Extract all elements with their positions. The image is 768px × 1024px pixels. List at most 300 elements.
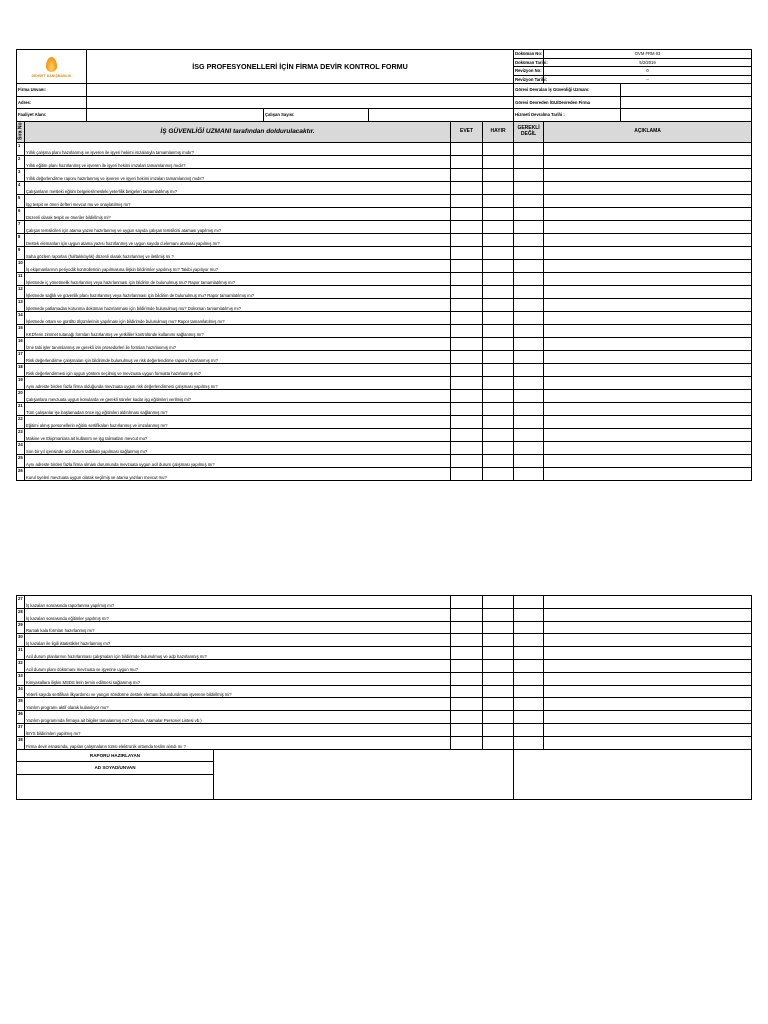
aciklama-field[interactable] [544, 376, 752, 389]
evet-checkbox[interactable] [451, 634, 483, 647]
gerekli-degil-checkbox[interactable] [514, 596, 544, 609]
checklist-row [17, 363, 752, 376]
meta-value: -- [544, 75, 752, 84]
aciklama-field[interactable] [544, 194, 752, 207]
checklist-row [17, 207, 752, 220]
checklist-row [17, 454, 752, 467]
meta-value: OVM FRM 03 [544, 50, 752, 59]
item-number: 38 [17, 736, 25, 749]
evet-checkbox[interactable] [451, 647, 483, 660]
item-question: İşletmede ortam ve gürültü ölçümlerinin yapılması için bildirimde bulunulmuş mu? Rapor tamamlatılmış mı? [25, 311, 451, 324]
item-number: 8 [17, 233, 25, 246]
aciklama-field[interactable] [544, 298, 752, 311]
evet-checkbox[interactable] [451, 723, 483, 736]
evet-checkbox[interactable] [451, 350, 483, 363]
hayir-checkbox[interactable] [483, 402, 514, 415]
checklist-row [17, 736, 752, 749]
evet-checkbox[interactable] [451, 376, 483, 389]
gorevi-devralan-label: Görevi Devralan İş Güvenliği Uzmanı: [514, 84, 621, 97]
hayir-checkbox[interactable] [483, 736, 514, 749]
evet-checkbox[interactable] [451, 428, 483, 441]
item-question: İşg tespit ve öneri defteri mevcut mu ve onaylatılmış mı? [25, 194, 451, 207]
hayir-checkbox[interactable] [483, 259, 514, 272]
evet-checkbox[interactable] [451, 389, 483, 402]
gerekli-degil-checkbox[interactable] [514, 621, 544, 634]
hayir-checkbox[interactable] [483, 711, 514, 724]
hayir-checkbox[interactable] [483, 168, 514, 181]
checklist-row [17, 415, 752, 428]
gerekli-degil-checkbox[interactable] [514, 246, 544, 259]
checklist-row [17, 155, 752, 168]
aciklama-field[interactable] [544, 698, 752, 711]
gerekli-degil-checkbox[interactable] [514, 698, 544, 711]
signature-area-right[interactable] [514, 749, 752, 799]
hayir-checkbox[interactable] [483, 207, 514, 220]
hayir-checkbox[interactable] [483, 441, 514, 454]
col-sira-no: Sıra No [17, 122, 23, 141]
aciklama-field[interactable] [544, 168, 752, 181]
checklist-row [17, 259, 752, 272]
hizmeti-devralma-label: Hizmeti Devralma Tarihi : [514, 109, 621, 122]
aciklama-field[interactable] [544, 389, 752, 402]
hayir-checkbox[interactable] [483, 672, 514, 685]
item-number: 28 [17, 608, 25, 621]
hayir-checkbox[interactable] [483, 621, 514, 634]
item-number: 3 [17, 168, 25, 181]
signature-area-middle[interactable] [214, 749, 514, 799]
item-number: 31 [17, 647, 25, 660]
item-number: 26 [17, 467, 25, 480]
item-question: İş kazaları sonrasında raporlanma yapılmış mı? [25, 596, 451, 609]
gerekli-degil-checkbox[interactable] [514, 194, 544, 207]
aciklama-field[interactable] [544, 272, 752, 285]
checklist-row [17, 285, 752, 298]
aciklama-field[interactable] [544, 402, 752, 415]
gerekli-degil-checkbox[interactable] [514, 685, 544, 698]
item-question: İşletmede patlamadan korunma doküman hazırlanması için bildirimde bulunulmuş mu? Doküman tamamlatılmış mı? [25, 298, 451, 311]
adres-field[interactable] [87, 96, 514, 109]
aciklama-field[interactable] [544, 207, 752, 220]
hayir-checkbox[interactable] [483, 285, 514, 298]
aciklama-field[interactable] [544, 634, 752, 647]
evet-checkbox[interactable] [451, 441, 483, 454]
checklist-row [17, 272, 752, 285]
meta-label: Doküman Tarihi: [515, 59, 548, 65]
evet-checkbox[interactable] [451, 168, 483, 181]
item-question: Çalışanların mesleki eğitim belgeleri/mesleki yeterlilik belgeleri tamamlatılmış mı? [25, 181, 451, 194]
evet-checkbox[interactable] [451, 285, 483, 298]
hayir-checkbox[interactable] [483, 723, 514, 736]
item-number: 32 [17, 659, 25, 672]
item-question: İBYS bildirimleri yapılmış mı? [25, 723, 451, 736]
item-question: Son bir yıl içerisinde acil durum tatbikatı yapılması sağlanmış mı? [25, 441, 451, 454]
hayir-checkbox[interactable] [483, 685, 514, 698]
checklist-row [17, 698, 752, 711]
item-question: Çalışan temsilcileri için atama yazısı hazırlanmış ve uygun sayıda çalışan temsilcisi ataması yapılmış mı? [25, 220, 451, 233]
checklist-row [17, 389, 752, 402]
meta-value: 0 [544, 67, 752, 76]
checklist-row [17, 402, 752, 415]
item-question: Yıllık eğitim planı hazırlanmış ve işveren ile işyeri hekimi imzaları tamamlanmış mıdır? [25, 155, 451, 168]
col-gerekli-degil: GEREKLİ DEĞİL [514, 121, 544, 142]
col-hayir: HAYIR [483, 121, 514, 142]
gorevi-devreden-field[interactable] [621, 96, 752, 109]
item-question: Yıllık çalışma planı hazırlanmış ve işveren ile işyeri hekimi imzalarıyla tamamlanmış mıdır? [25, 142, 451, 155]
item-question: İş ekipmanlarının periyodik kontrollerinin yapılmasına ilişkin bildirimler yapılmış mı? Takibi yapılıyor mu? [25, 259, 451, 272]
item-number: 24 [17, 441, 25, 454]
firma-unvani-label: Firma Unvanı: [17, 84, 87, 97]
form-sheet-page-1 [16, 49, 752, 481]
checklist-row [17, 723, 752, 736]
evet-checkbox[interactable] [451, 142, 483, 155]
adres-label: Adres: [17, 96, 87, 109]
raporu-hazirlayan-label: RAPORU HAZIRLAYAN [17, 749, 214, 762]
checklist-row [17, 659, 752, 672]
aciklama-field[interactable] [544, 596, 752, 609]
item-number: 13 [17, 298, 25, 311]
form-title: İSG PROFESYONELLERİ İÇİN FİRMA DEVİR KONTROL FORMU [87, 50, 514, 84]
checklist-row [17, 168, 752, 181]
gerekli-degil-checkbox[interactable] [514, 672, 544, 685]
hayir-checkbox[interactable] [483, 659, 514, 672]
gerekli-degil-checkbox[interactable] [514, 181, 544, 194]
checklist-row [17, 685, 752, 698]
meta-label: Revizyon No: [515, 68, 542, 74]
evet-checkbox[interactable] [451, 155, 483, 168]
hayir-checkbox[interactable] [483, 181, 514, 194]
gerekli-degil-checkbox[interactable] [514, 454, 544, 467]
gerekli-degil-checkbox[interactable] [514, 659, 544, 672]
evet-checkbox[interactable] [451, 246, 483, 259]
item-question: İşletmede sağlık ve güvenlik planı hazırlanmış veya hazırlanması için bildirim de bulunulmuş mu? Rapor tamamlatılmış mı? [25, 285, 451, 298]
gerekli-degil-checkbox[interactable] [514, 634, 544, 647]
gerekli-degil-checkbox[interactable] [514, 647, 544, 660]
evet-checkbox[interactable] [451, 220, 483, 233]
gerekli-degil-checkbox[interactable] [514, 736, 544, 749]
item-question: İzne tabi işler tanımlanmış ve gerekli izin prosedürleri ile formları hazırlanmış mı? [25, 337, 451, 350]
item-number: 9 [17, 246, 25, 259]
evet-checkbox[interactable] [451, 207, 483, 220]
item-number: 30 [17, 634, 25, 647]
item-number: 25 [17, 454, 25, 467]
evet-checkbox[interactable] [451, 181, 483, 194]
evet-checkbox[interactable] [451, 608, 483, 621]
aciklama-field[interactable] [544, 467, 752, 480]
gerekli-degil-checkbox[interactable] [514, 142, 544, 155]
item-question: Kurul üyeleri mevzuata uygun olarak seçilmiş ve atama yazıları mevcut mu? [25, 467, 451, 480]
gerekli-degil-checkbox[interactable] [514, 428, 544, 441]
gerekli-degil-checkbox[interactable] [514, 723, 544, 736]
item-number: 10 [17, 259, 25, 272]
hayir-checkbox[interactable] [483, 634, 514, 647]
hayir-checkbox[interactable] [483, 142, 514, 155]
hayir-checkbox[interactable] [483, 298, 514, 311]
evet-checkbox[interactable] [451, 324, 483, 337]
aciklama-field[interactable] [544, 220, 752, 233]
item-number: 35 [17, 698, 25, 711]
evet-checkbox[interactable] [451, 621, 483, 634]
aciklama-field[interactable] [544, 723, 752, 736]
checklist-row [17, 467, 752, 480]
hayir-checkbox[interactable] [483, 194, 514, 207]
evet-checkbox[interactable] [451, 467, 483, 480]
evet-checkbox[interactable] [451, 672, 483, 685]
checklist-row [17, 441, 752, 454]
item-question: Aynı adreste birden fazla firma olması durumunda mevzuata uygun acil durum çalışması yapılmış mı? [25, 454, 451, 467]
gerekli-degil-checkbox[interactable] [514, 272, 544, 285]
col-evet: EVET [451, 121, 483, 142]
aciklama-field[interactable] [544, 441, 752, 454]
hayir-checkbox[interactable] [483, 454, 514, 467]
aciklama-field[interactable] [544, 621, 752, 634]
item-question: Çalışanlara mevzuata uygun konularda ve gerekli süreler kadar işg eğitimleri verilmiş mi? [25, 389, 451, 402]
gerekli-degil-checkbox[interactable] [514, 168, 544, 181]
evet-checkbox[interactable] [451, 259, 483, 272]
company-logo [17, 50, 87, 84]
aciklama-field[interactable] [544, 259, 752, 272]
item-question: İşletmede iç yönetmelik hazırlanmış veya hazırlanması için bildirim de bulunulmuş mu? Rapor tamamlatılmış mı? [25, 272, 451, 285]
aciklama-field[interactable] [544, 454, 752, 467]
gerekli-degil-checkbox[interactable] [514, 711, 544, 724]
item-number: 36 [17, 711, 25, 724]
gerekli-degil-checkbox[interactable] [514, 298, 544, 311]
hayir-checkbox[interactable] [483, 155, 514, 168]
checklist-row [17, 596, 752, 609]
aciklama-field[interactable] [544, 647, 752, 660]
gerekli-degil-checkbox[interactable] [514, 363, 544, 376]
hayir-checkbox[interactable] [483, 246, 514, 259]
aciklama-field[interactable] [544, 350, 752, 363]
calisan-sayisi-field[interactable] [369, 109, 514, 122]
meta-value: 5/2/2019 [544, 58, 752, 67]
item-question: Kimyasallara ilişkin MSDS lerin temin edilmesi sağlanmış mı? [25, 672, 451, 685]
gorevi-devreden-label: Görevi Devreden İGU/Devreden Firma [514, 96, 621, 109]
evet-checkbox[interactable] [451, 415, 483, 428]
gerekli-degil-checkbox[interactable] [514, 415, 544, 428]
evet-checkbox[interactable] [451, 363, 483, 376]
hayir-checkbox[interactable] [483, 698, 514, 711]
hayir-checkbox[interactable] [483, 428, 514, 441]
checklist-row [17, 711, 752, 724]
hayir-checkbox[interactable] [483, 467, 514, 480]
evet-checkbox[interactable] [451, 685, 483, 698]
evet-checkbox[interactable] [451, 272, 483, 285]
gorevi-devralan-field[interactable] [621, 84, 752, 97]
aciklama-field[interactable] [544, 672, 752, 685]
hayir-checkbox[interactable] [483, 363, 514, 376]
checklist-row [17, 350, 752, 363]
hayir-checkbox[interactable] [483, 376, 514, 389]
item-number: 17 [17, 350, 25, 363]
gerekli-degil-checkbox[interactable] [514, 324, 544, 337]
item-question: Acil durum planlarının hazırlanması çalışmaları için bildirimde bulunulmuş ve adp hazırlanmış mı? [25, 647, 451, 660]
aciklama-field[interactable] [544, 337, 752, 350]
gerekli-degil-checkbox[interactable] [514, 608, 544, 621]
checklist-row [17, 142, 752, 155]
hayir-checkbox[interactable] [483, 311, 514, 324]
item-number: 21 [17, 402, 25, 415]
logo-text: DEHSET DANIŞMANLIK [31, 73, 72, 78]
item-number: 5 [17, 194, 25, 207]
hayir-checkbox[interactable] [483, 233, 514, 246]
checklist-row [17, 324, 752, 337]
evet-checkbox[interactable] [451, 596, 483, 609]
aciklama-field[interactable] [544, 142, 752, 155]
aciklama-field[interactable] [544, 311, 752, 324]
item-number: 11 [17, 272, 25, 285]
hizmeti-devralma-field[interactable] [621, 109, 752, 122]
gerekli-degil-checkbox[interactable] [514, 207, 544, 220]
gerekli-degil-checkbox[interactable] [514, 402, 544, 415]
checklist-row [17, 672, 752, 685]
item-question: Acil durum planı dokümanı mevzuata ve işyerine uygun mu? [25, 659, 451, 672]
evet-checkbox[interactable] [451, 711, 483, 724]
checklist-row [17, 608, 752, 621]
aciklama-field[interactable] [544, 363, 752, 376]
gerekli-degil-checkbox[interactable] [514, 441, 544, 454]
item-question: Yazılım programı aktif olarak kulanılıyor mu? [25, 698, 451, 711]
item-number: 27 [17, 596, 25, 609]
meta-label: Doküman No: [515, 51, 543, 57]
item-question: Yazılım programında firmaya ait bilgiler tamalanmış mı? (Unvan, Atamalar Personel Listesi vb.) [25, 711, 451, 724]
aciklama-field[interactable] [544, 155, 752, 168]
checklist-row [17, 311, 752, 324]
hayir-checkbox[interactable] [483, 647, 514, 660]
aciklama-field[interactable] [544, 285, 752, 298]
meta-label: Revizyon Tarihi: [515, 76, 548, 82]
item-question: Risk değerlendirmesi için uygun yöntem seçilmiş ve mevzuata uygun formatta hazırlanmış mı? [25, 363, 451, 376]
gerekli-degil-checkbox[interactable] [514, 467, 544, 480]
item-question: Firma devir esnasında, yapılan çalışmaların tümü elektronik ortamda teslim alındı mı ? [25, 736, 451, 749]
item-number: 19 [17, 376, 25, 389]
item-number: 20 [17, 389, 25, 402]
aciklama-field[interactable] [544, 608, 752, 621]
firma-unvani-field[interactable] [87, 84, 514, 97]
hayir-checkbox[interactable] [483, 220, 514, 233]
aciklama-field[interactable] [544, 324, 752, 337]
evet-checkbox[interactable] [451, 736, 483, 749]
gerekli-degil-checkbox[interactable] [514, 337, 544, 350]
checklist-row [17, 181, 752, 194]
item-question: Makine ve Ekipmanlara ait kullanım ve işg talimatları mevcut mu? [25, 428, 451, 441]
item-number: 18 [17, 363, 25, 376]
signature-field[interactable] [17, 774, 214, 799]
aciklama-field[interactable] [544, 659, 752, 672]
aciklama-field[interactable] [544, 736, 752, 749]
item-question: Aynı adreste birden fazla firma olduğunda mevzuata uygun risk değerlendirmesi çalışması yapılmış mı? [25, 376, 451, 389]
evet-checkbox[interactable] [451, 402, 483, 415]
flame-logo-icon [46, 57, 57, 72]
checklist-row [17, 194, 752, 207]
item-number: 33 [17, 672, 25, 685]
item-question: Risk değerlendirme çalışmaları için bildirimde bulunulmuş ve risk değerlendirme raporu hazırlanmış mı? [25, 350, 451, 363]
item-question: Düzenli olarak tespit ve öneriler bildirilmiş mi? [25, 207, 451, 220]
hayir-checkbox[interactable] [483, 350, 514, 363]
item-number: 34 [17, 685, 25, 698]
gerekli-degil-checkbox[interactable] [514, 220, 544, 233]
checklist-row [17, 647, 752, 660]
checklist-row [17, 298, 752, 311]
hayir-checkbox[interactable] [483, 272, 514, 285]
gerekli-degil-checkbox[interactable] [514, 233, 544, 246]
item-question: Eğitimi almış personellerin eğitim sertifikaları hazırlanmış ve imzalanmış mı? [25, 415, 451, 428]
item-question: Saha gözlem raporları (haftalık/aylık) düzenli olarak hazırlanmış ve iletilmiş mi ? [25, 246, 451, 259]
item-number: 1 [17, 142, 25, 155]
evet-checkbox[interactable] [451, 337, 483, 350]
aciklama-field[interactable] [544, 415, 752, 428]
checklist-row [17, 621, 752, 634]
checklist-row [17, 220, 752, 233]
item-question: Yeterli sayıda sertifikalı ilkyardımcı ve yangın söndürme destek elemanı bulundurulması işverene bildirilmiş mi? [25, 685, 451, 698]
evet-checkbox[interactable] [451, 311, 483, 324]
evet-checkbox[interactable] [451, 233, 483, 246]
gerekli-degil-checkbox[interactable] [514, 259, 544, 272]
evet-checkbox[interactable] [451, 659, 483, 672]
item-number: 29 [17, 621, 25, 634]
hayir-checkbox[interactable] [483, 337, 514, 350]
gerekli-degil-checkbox[interactable] [514, 389, 544, 402]
gerekli-degil-checkbox[interactable] [514, 350, 544, 363]
checklist-row [17, 233, 752, 246]
hayir-checkbox[interactable] [483, 389, 514, 402]
item-question: İş kazaları sonrasında eğitimler yapılmış mı? [25, 608, 451, 621]
aciklama-field[interactable] [544, 711, 752, 724]
item-number: 6 [17, 207, 25, 220]
item-number: 2 [17, 155, 25, 168]
item-number: 37 [17, 723, 25, 736]
calisan-sayisi-label: Çalışan Sayısı: [264, 109, 369, 122]
item-question: Destek elemanları için uygun atama yazısı hazırlanmış ve uygun sayıda d.elemanı ataması yapılmış mı? [25, 233, 451, 246]
hayir-checkbox[interactable] [483, 608, 514, 621]
gerekli-degil-checkbox[interactable] [514, 311, 544, 324]
checklist-row [17, 337, 752, 350]
ad-soyad-label: AD SOYAD/UNVAN [17, 762, 214, 775]
item-number: 22 [17, 415, 25, 428]
item-number: 16 [17, 337, 25, 350]
item-question: Tüm çalışanlar işe başlamadan önce işg eğitimleri aldırılması sağlanmış mı? [25, 402, 451, 415]
hayir-checkbox[interactable] [483, 415, 514, 428]
faaliyet-alani-field[interactable] [87, 109, 264, 122]
item-number: 15 [17, 324, 25, 337]
aciklama-field[interactable] [544, 246, 752, 259]
item-number: 7 [17, 220, 25, 233]
aciklama-field[interactable] [544, 685, 752, 698]
checklist-row [17, 634, 752, 647]
item-question: İş kazaları ile ilgili istatistikler hazırlanmış mı? [25, 634, 451, 647]
col-aciklama: AÇIKLAMA [544, 121, 752, 142]
evet-checkbox[interactable] [451, 454, 483, 467]
col-title: İŞ GÜVENLİĞİ UZMANI tarafından doldurulacaktır. [25, 121, 451, 142]
checklist-row [17, 376, 752, 389]
evet-checkbox[interactable] [451, 298, 483, 311]
evet-checkbox[interactable] [451, 194, 483, 207]
item-number: 23 [17, 428, 25, 441]
aciklama-field[interactable] [544, 428, 752, 441]
item-question: Yıllık değerlendirme raporu hazırlanmış ve işveren ve işyeri hekimi imzaları tamamlanmış mıdır? [25, 168, 451, 181]
gerekli-degil-checkbox[interactable] [514, 155, 544, 168]
item-question: Ramak kala formları hazırlanmış mı? [25, 621, 451, 634]
aciklama-field[interactable] [544, 181, 752, 194]
gerekli-degil-checkbox[interactable] [514, 285, 544, 298]
gerekli-degil-checkbox[interactable] [514, 376, 544, 389]
item-number: 4 [17, 181, 25, 194]
form-sheet-page-2 [16, 595, 752, 800]
aciklama-field[interactable] [544, 233, 752, 246]
evet-checkbox[interactable] [451, 698, 483, 711]
hayir-checkbox[interactable] [483, 596, 514, 609]
hayir-checkbox[interactable] [483, 324, 514, 337]
faaliyet-alani-label: Faaliyet Alanı: [17, 109, 87, 122]
